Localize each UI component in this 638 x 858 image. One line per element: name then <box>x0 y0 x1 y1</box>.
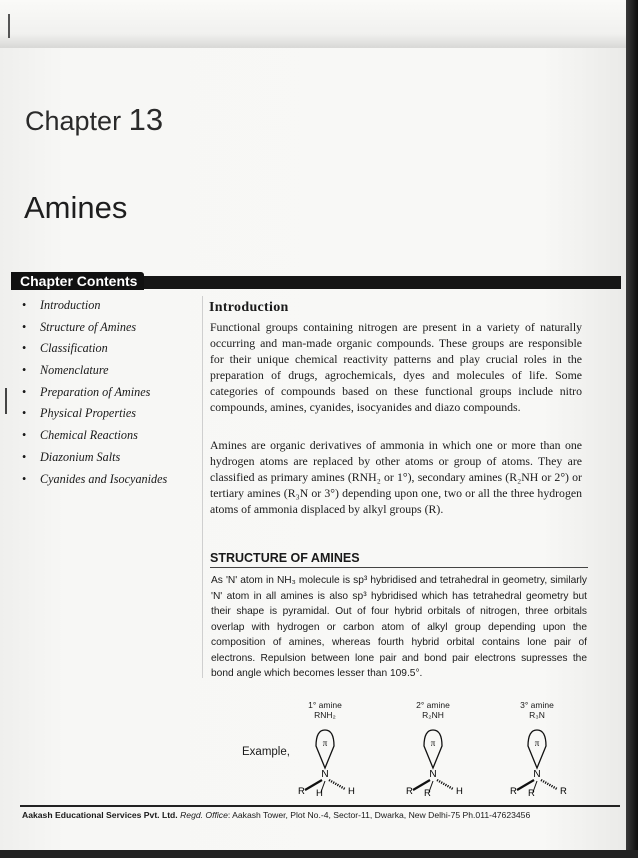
substituent-right: R <box>560 786 567 796</box>
amine-structure-diagram <box>497 724 577 796</box>
page-edge-right <box>626 0 638 858</box>
contents-item-label: Physical Properties <box>40 406 137 421</box>
chapter-number: 13 <box>128 102 164 137</box>
tertiary-amine-diagram <box>497 700 577 796</box>
lone-pair-label: π <box>534 738 540 748</box>
chapter-contents-bar <box>11 272 621 290</box>
contents-item[interactable] <box>22 404 202 426</box>
nitrogen-atom: N <box>533 769 541 780</box>
contents-item-label: Structure of Amines <box>40 319 137 334</box>
chapter-label <box>25 102 163 138</box>
contents-item[interactable] <box>22 448 202 470</box>
substituent-left: R <box>298 786 305 796</box>
footer-office-label: Regd. Office <box>180 810 228 820</box>
amine-type: 1° amine <box>308 700 342 710</box>
contents-item[interactable] <box>22 470 202 492</box>
page-footer <box>22 810 622 820</box>
bullet-icon: • <box>22 384 27 399</box>
introduction-paragraph-1: Functional groups containing nitrogen are present in a variety of naturally occurring and man-made organic compounds. These groups are responsible for their unique chemical reactivity patterns and play crucial roles in the preparation of drugs, agrochemicals, dyes and molecules of life. Some categories of compounds based on these functional groups include nitro compounds, amines, cyanides, isocyanides and diazo compounds. <box>210 320 582 414</box>
structure-heading-rule <box>210 567 588 568</box>
bullet-icon: • <box>22 449 27 464</box>
introduction-heading: Introduction <box>209 300 289 315</box>
lone-pair-orbital <box>424 730 442 768</box>
substituent-right: H <box>456 786 463 796</box>
substituent-down: R <box>424 788 431 796</box>
bond-hash <box>437 780 453 789</box>
column-divider <box>202 296 203 678</box>
substituent-down: R <box>528 788 535 796</box>
left-margin-mark <box>5 388 7 414</box>
top-fold-shadow <box>0 0 638 48</box>
bullet-icon: • <box>22 363 27 378</box>
top-margin-mark <box>8 14 10 38</box>
amine-formula: R₃N <box>529 710 545 720</box>
contents-item[interactable] <box>22 339 202 361</box>
page-edge-bottom <box>0 850 638 858</box>
contents-item[interactable] <box>22 361 202 383</box>
nitrogen-atom: N <box>321 769 329 780</box>
lone-pair-orbital <box>528 730 546 768</box>
chapter-contents-heading: Chapter Contents <box>11 272 144 290</box>
contents-item-label: Nomenclature <box>40 363 109 378</box>
bond-hash <box>329 780 345 789</box>
bullet-icon: • <box>22 298 27 312</box>
amine-formula: R₂NH <box>422 710 444 720</box>
amine-type: 2° amine <box>416 700 450 710</box>
bullet-icon: • <box>22 428 27 443</box>
primary-amine-diagram <box>285 700 365 796</box>
footer-rule <box>20 805 620 807</box>
example-label: Example, <box>242 746 290 758</box>
bullet-icon: • <box>22 471 27 486</box>
bullet-icon: • <box>22 319 27 334</box>
substituent-left: R <box>510 786 517 796</box>
chapter-contents-list <box>22 296 202 491</box>
substituent-right: H <box>348 786 355 796</box>
contents-item-label: Preparation of Amines <box>40 384 151 399</box>
substituent-down: H <box>316 788 323 796</box>
contents-item-label: Introduction <box>40 298 101 312</box>
substituent-left: R <box>406 786 413 796</box>
introduction-paragraph-2: Amines are organic derivatives of ammonia in which one or more than one hydrogen atoms are replaced by other atoms or group of atoms. They are classified as primary amines (RNH₂ or 1°), secondary amines (R₂NH or 2°) or tertiary amines (R₃N or 3°) depending upon one, two or all the three hydrogen atoms of ammonia displaced by alkyl groups (R). <box>210 438 582 516</box>
contents-item-label: Cyanides and Isocyanides <box>40 471 168 486</box>
contents-item-label: Chemical Reactions <box>40 428 138 443</box>
structure-heading: STRUCTURE OF AMINES <box>210 551 360 565</box>
contents-item[interactable] <box>22 426 202 448</box>
chapter-title: Amines <box>24 190 128 225</box>
amine-formula: RNH₂ <box>314 710 336 720</box>
lone-pair-label: π <box>322 738 328 748</box>
bullet-icon: • <box>22 406 27 421</box>
contents-item[interactable] <box>22 296 202 318</box>
lone-pair-orbital <box>316 730 334 768</box>
bond-hash <box>541 780 557 789</box>
chapter-word: Chapter <box>25 106 122 136</box>
contents-item-label: Diazonium Salts <box>40 449 121 464</box>
contents-item[interactable] <box>22 318 202 340</box>
nitrogen-atom: N <box>429 769 437 780</box>
secondary-amine-diagram <box>393 700 473 796</box>
footer-company: Aakash Educational Services Pvt. Ltd. <box>22 810 178 820</box>
amine-structure-diagram <box>393 724 473 796</box>
amine-structure-diagram <box>285 724 365 796</box>
contents-item[interactable] <box>22 383 202 405</box>
contents-item-label: Classification <box>40 341 108 356</box>
bullet-icon: • <box>22 341 27 356</box>
amine-type: 3° amine <box>520 700 554 710</box>
structure-paragraph: As 'N' atom in NH₃ molecule is sp³ hybridised and tetrahedral in geometry, similarly 'N' atom in all amines is also sp³ hybridised which has tetrahedral geometry but their shape is pyramidal. Out of four hybrid orbitals of nitrogen, three orbitals overlap with hydrogen or carbon atom of alkyl group depending upon the composition of amines, whereas fourth hybrid orbital contains lone pair of electrons. Repulsion between lone pair and bond pair electrons supresses the bond angle which becomes lesser than 109.5°. <box>211 575 587 679</box>
lone-pair-label: π <box>430 738 436 748</box>
footer-address: : Aakash Tower, Plot No.-4, Sector-11, Dwarka, New Delhi-75 Ph.011-47623456 <box>227 810 531 820</box>
